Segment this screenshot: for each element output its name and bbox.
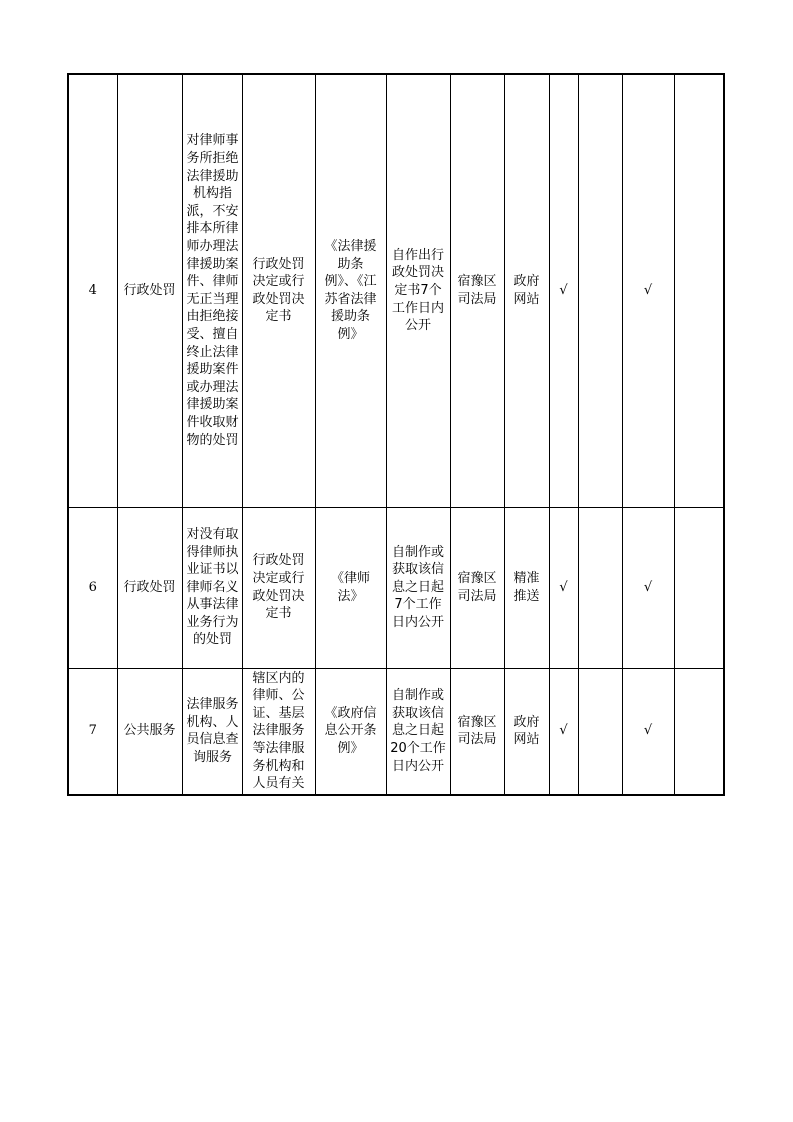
category-cell: 行政处罚 [117,507,182,668]
check-mark-a: √ [549,668,578,795]
basis-cell: 辖区内的律师、公证、基层法律服务等法律服务机构和人员有关 [242,668,315,795]
check-mark-a: √ [549,507,578,668]
channel-cell: 政府网站 [504,74,549,507]
check-mark-d [674,74,724,507]
disclosure-table [67,73,725,796]
check-mark-c: √ [622,74,674,507]
category-cell: 行政处罚 [117,74,182,507]
check-mark-b [578,507,622,668]
item-cell: 对律师事务所拒绝法律援助机构指派，不安排本所律师办理法律援助案件、律师无正当理由拒绝接受、擅自终止法律援助案件或办理法律援助案件收取财物的处罚 [182,74,242,507]
table-row [68,668,724,795]
check-mark-b [578,668,622,795]
check-mark-c: √ [622,507,674,668]
deadline-cell: 自作出行政处罚决定书7个工作日内公开 [386,74,450,507]
subject-cell: 宿豫区司法局 [450,74,504,507]
publication-basis-cell: 《律师法》 [315,507,386,668]
item-cell: 对没有取得律师执业证书以律师名义从事法律业务行为的处罚 [182,507,242,668]
channel-cell: 政府网站 [504,668,549,795]
publication-basis-cell: 《政府信息公开条例》 [315,668,386,795]
item-cell: 法律服务机构、人员信息查询服务 [182,668,242,795]
deadline-cell: 自制作或获取该信息之日起7个工作日内公开 [386,507,450,668]
check-mark-c: √ [622,668,674,795]
table-row [68,507,724,668]
category-cell: 公共服务 [117,668,182,795]
check-mark-b [578,74,622,507]
check-mark-a: √ [549,74,578,507]
channel-cell: 精准推送 [504,507,549,668]
basis-cell: 行政处罚决定或行政处罚决定书 [242,74,315,507]
row-index: 4 [68,74,117,507]
table-row [68,74,724,507]
basis-cell: 行政处罚决定或行政处罚决定书 [242,507,315,668]
check-mark-d [674,668,724,795]
row-index: 6 [68,507,117,668]
subject-cell: 宿豫区司法局 [450,668,504,795]
subject-cell: 宿豫区司法局 [450,507,504,668]
row-index: 7 [68,668,117,795]
check-mark-d [674,507,724,668]
deadline-cell: 自制作或获取该信息之日起20个工作日内公开 [386,668,450,795]
publication-basis-cell: 《法律援助条例》、《江苏省法律援助条例》 [315,74,386,507]
